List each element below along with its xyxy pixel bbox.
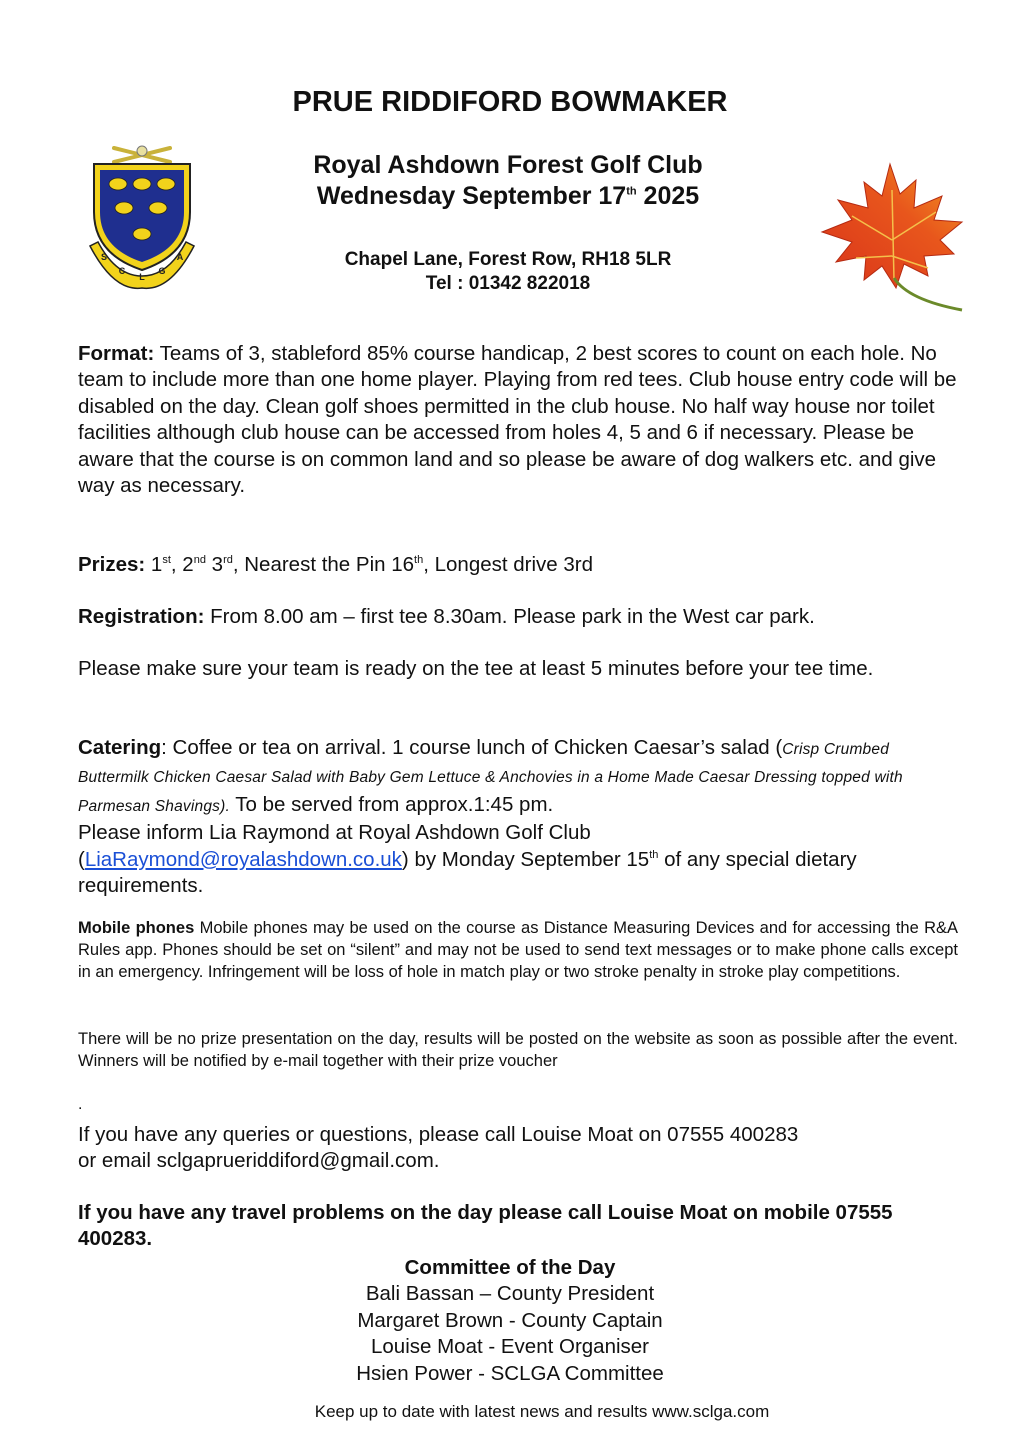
catering-menu-detail: Crisp Crumbed Buttermilk Chicken Caesar Salad with Baby Gem Lettuce & Anchovies in a Home Made Caesar Dressing topped with Parmesan Shavings). [78,741,903,815]
registration-label: Registration: [78,605,205,628]
crest-letter: G [158,266,166,276]
lia-raymond-email-link[interactable]: LiaRaymond@royalashdown.co.uk [84,847,402,871]
catering-label: Catering [78,736,162,759]
catering-serve-time: To be served from approx.1:45 pm. [229,792,554,816]
event-date-prefix: Wednesday September 17 [316,182,627,210]
catering-intro: : Coffee or tea on arrival. 1 course lunch of Chicken Caesar’s salad ( [161,736,783,759]
prizes-paragraph [78,552,958,578]
prize-third: 3 [205,553,224,576]
page-title: PRUE RIDDIFORD BOWMAKER [292,86,728,118]
catering-paragraph [78,735,948,899]
registration-text: From 8.00 am – first tee 8.30am. Please park in the West car park. [204,605,815,628]
event-date-sup: th [626,185,637,198]
mobile-phones-text: Mobile phones may be used on the course as Distance Measuring Devices and for accessing the R&A Rules app. Phones should be set on “silent” and may not be used to send text messages or to make phone calls except in an emergency. Infringement will be loss of hole in match play or two stroke penalty in stroke play competitions. [78,919,959,981]
committee-member: Hsien Power - SCLGA Committee [356,1361,664,1385]
catering-closing: of any special dietary requirements. [78,847,857,898]
format-paragraph [78,341,958,499]
queries-line-1: If you have any queries or questions, please call Louise Moat on 07555 400283 [78,1123,799,1146]
travel-notice: If you have any travel problems on the day please call Louise Moat on mobile 07555 400283. [78,1201,893,1251]
committee-member: Louise Moat - Event Organiser [370,1335,650,1359]
prize-first: 1 [145,553,163,576]
club-name: Royal Ashdown Forest Golf Club [313,151,703,179]
registration-paragraph [78,604,958,630]
prizes-label: Prizes: [78,553,146,576]
mobile-phones-paragraph [78,917,958,983]
queries-paragraph [78,1122,958,1175]
crest-letter: C [118,266,126,276]
format-label: Format: [78,342,155,365]
venue-address: Chapel Lane, Forest Row, RH18 5LR [344,249,672,270]
catering-after-email: ) by Monday September 15 [401,847,650,871]
catering-open-paren: ( [78,847,85,871]
prize-second: , 2 [170,553,194,576]
crest-letter: S [100,252,108,262]
autumn-leaf-image [812,160,972,320]
committee-heading: Committee of the Day [404,1256,616,1279]
ready-note: Please make sure your team is ready on the tee at least 5 minutes before your tee time. [78,657,874,680]
committee-block [0,1255,1020,1387]
crest-letter: L [139,272,145,282]
prize-first-sup: st [162,554,171,567]
event-date-suffix: 2025 [636,182,700,210]
stray-dot: . [78,1096,83,1113]
queries-line-2: or email sclgaprueriddiford@gmail.com. [78,1149,440,1173]
footer-note: Keep up to date with latest news and results www.sclga.com [314,1402,770,1421]
prize-second-sup: nd [193,554,206,567]
committee-member: Bali Bassan – County President [365,1282,655,1306]
committee-member: Margaret Brown - County Captain [357,1308,663,1332]
format-text: Teams of 3, stableford 85% course handicap, 2 best scores to count on each hole. No team to include more than one home player. Playing from red tees. Club house entry code will be disabled on the day. Clean golf shoes permitted in the club house. No half way house nor toilet facilities although club house can be accessed from holes 4, 5 and 6 if necessary. Please be aware that the course is on common land and so please be aware of dog walkers etc. and give way as necessary. [78,342,957,498]
prize-third-sup: rd [223,554,233,567]
prize-longest-drive: , Longest drive 3rd [423,553,594,576]
catering-after-email-sup: th [649,848,659,861]
prize-nearest-pin: , Nearest the Pin 16 [232,553,415,576]
crest-letter: A [176,252,184,262]
mobile-phones-label: Mobile phones [78,919,195,937]
prize-nearest-pin-sup: th [414,554,424,567]
catering-inform-line: Please inform Lia Raymond at Royal Ashdown Golf Club [78,821,591,845]
prize-presentation-paragraph: There will be no prize presentation on the day, results will be posted on the website as soon as possible after the event. Winners will be notified by e-mail together with their prize voucher [78,1030,958,1070]
venue-telephone: Tel : 01342 822018 [425,273,591,294]
